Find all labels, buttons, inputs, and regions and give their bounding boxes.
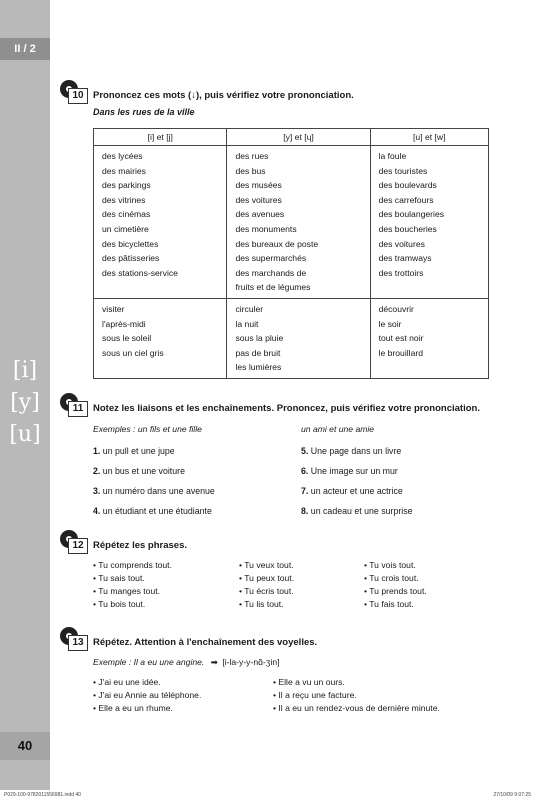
- exercise-title: Prononcez ces mots (↓), puis vérifiez votre prononciation.: [93, 90, 354, 101]
- col-i: des lycées des mairies des parkings des vitrines des cinémas un cimetière des bicyclettes des pâtisseries des stations-service: [94, 146, 227, 299]
- file-info: P029-100-9782011556981.indd 40: [4, 792, 81, 798]
- exercise-number-badge: 11: [60, 393, 86, 417]
- exercise-12: 12 Répétez les phrases. • Tu comprends tout. • Tu sais tout. • Tu manges tout. • Tu bois tout. • Tu veux tout. • Tu peux tout. • Tu écris tout. • Tu lis tout. • Tu vois tout. • Tu crois tout. • Tu prends tout. • Tu fais tout.: [60, 530, 500, 620]
- print-footer: [0, 790, 539, 800]
- page-number: 40: [0, 732, 50, 760]
- arrow-icon: ➡: [210, 657, 218, 667]
- unit-label: II / 2: [0, 38, 50, 60]
- col-y: des rues des bus des musées des voitures des avenues des monuments des bureaux de poste des supermarchés des marchands de fruits et de légumes: [227, 146, 370, 299]
- exercise-10: [60, 80, 500, 390]
- col-u: découvrir le soir tout est noir le brouillard: [370, 298, 488, 378]
- col-u: la foule des touristes des boulevards des carrefours des boulangeries des boucheries des voitures des tramways des trottoirs: [370, 146, 488, 299]
- sound-i: [i]: [12, 358, 38, 383]
- col-y: circuler la nuit sous la pluie pas de bruit les lumières: [227, 298, 370, 378]
- example: Exemple : Il a eu une angine. ➡ [i-la-y-y-nɑ̃-ʒin]: [93, 657, 280, 667]
- phonetic: [i-la-y-y-nɑ̃-ʒin]: [222, 657, 280, 667]
- col-header: [y] et [ɥ]: [227, 129, 370, 146]
- example-right: un ami et une amie: [301, 424, 375, 434]
- exercise-number-badge: 13: [60, 627, 86, 651]
- col-i: visiter l'après-midi sous le soleil sous un ciel gris: [94, 298, 227, 378]
- exercise-number-badge: 10: [60, 80, 86, 104]
- exercise-title: Répétez. Attention à l'enchaînement des voyelles.: [93, 637, 318, 648]
- exercise-11: 11 Notez les liaisons et les enchaînements. Prononcez, puis vérifiez votre prononciation. Exemples : un fils et une fille un ami et une amie 1. un pull et une jupe 2. un bus et une voiture 3. un numéro dans une avenue 4. un étudiant et une étudiante 5. Une page dans un livre 6. Une image sur un mur 7. un acteur et une actrice 8. un cadeau et une surprise: [60, 393, 500, 523]
- sound-y: [y]: [10, 390, 40, 415]
- print-date: 27/10/09 9:07:25: [493, 792, 531, 798]
- sidebar: [0, 0, 50, 790]
- exercise-number-badge: 12: [60, 530, 86, 554]
- exercise-title: Notez les liaisons et les enchaînements. Prononcez, puis vérifiez votre prononciation.: [93, 403, 480, 414]
- col-header: [i] et [j]: [94, 129, 227, 146]
- col-header: [u] et [w]: [370, 129, 488, 146]
- exercise-title: Répétez les phrases.: [93, 540, 187, 551]
- word-table: [93, 128, 489, 379]
- example-left: Exemples : un fils et une fille: [93, 424, 202, 434]
- exercise-13: 13 Répétez. Attention à l'enchaînement des voyelles. Exemple : Il a eu une angine. ➡ [i-la-y-y-nɑ̃-ʒin] • J'ai eu une idée. • J'ai eu Annie au téléphone. • Elle a eu un rhume. • Elle a vu un ours. • Il a reçu une facture. • Il a eu un rendez-vous de dernière minute.: [60, 627, 500, 722]
- exercise-subtitle: Dans les rues de la ville: [93, 107, 195, 117]
- sound-u: [u]: [9, 422, 41, 447]
- sound-labels: [0, 355, 50, 451]
